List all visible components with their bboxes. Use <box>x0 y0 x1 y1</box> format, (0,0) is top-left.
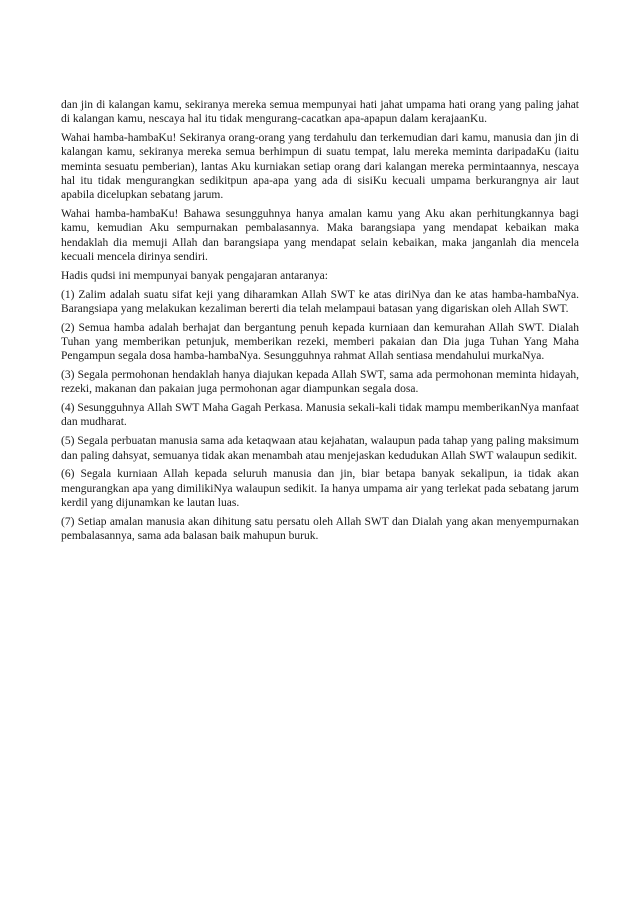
lesson-item-4: (4) Sesungguhnya Allah SWT Maha Gagah Perkasa. Manusia sekali-kali tidak mampu memberikanNya manfaat dan mudharat. <box>61 402 579 429</box>
paragraph-lessons-intro: Hadis qudsi ini mempunyai banyak pengajaran antaranya: <box>61 269 328 282</box>
lesson-item-2: (2) Semua hamba adalah berhajat dan bergantung penuh kepada kurniaan dan kemurahan Allah SWT. Dialah Tuhan yang memberikan petunjuk, memberikan rezeki, memberi pakaian dan Dia juga Tuhan Yang Maha Pengampun segala dosa hamba-hambaNya. Sesungguhnya rahmat Allah sentiasa mendahului murkaNya. <box>61 321 579 363</box>
lesson-item-7: (7) Setiap amalan manusia akan dihitung satu persatu oleh Allah SWT dan Dialah yang akan menyempurnakan pembalasannya, sama ada balasan baik mahupun buruk. <box>61 515 579 543</box>
lesson-item-1: (1) Zalim adalah suatu sifat keji yang diharamkan Allah SWT ke atas diriNya dan ke atas hamba-hambaNya. Barangsiapa yang melakukan kezaliman bererti dia telah melampaui batasan yang digariskan oleh Allah SWT. <box>61 288 579 315</box>
lesson-item-5: (5) Segala perbuatan manusia sama ada ketaqwaan atau kejahatan, walaupun pada tahap yang paling maksimum dan paling dahsyat, semuanya tidak akan menambah atau menjejaskan kedudukan Allah SWT walaupun sedikit. <box>61 435 579 462</box>
paragraph-wahai-2: Wahai hamba-hambaKu! Bahawa sesungguhnya hanya amalan kamu yang Aku akan perhitungkannya bagi kamu, kemudian Aku sempurnakan pembalasannya. Maka barangsiapa yang mendapat kebaikan maka hendaklah dia memuji Allah dan barangsiapa yang mendapat selain kebaikan, maka janganlah dia mencela kecuali mencela dirinya sendiri. <box>61 208 579 263</box>
lesson-item-3: (3) Segala permohonan hendaklah hanya diajukan kepada Allah SWT, sama ada permohonan meminta hidayah, rezeki, makanan dan pakaian juga permohonan agar diampunkan segala dosa. <box>61 369 579 396</box>
document-body <box>61 98 579 548</box>
paragraph-continuation: dan jin di kalangan kamu, sekiranya mereka semua mempunyai hati jahat umpama hati orang yang paling jahat di kalangan kamu, nescaya hal itu tidak mengurang-cacatkan apa-apapun dalam kerajaanKu. <box>61 99 579 126</box>
lesson-item-6: (6) Segala kurniaan Allah kepada seluruh manusia dan jin, biar betapa banyak sekalipun, ia tidak akan mengurangkan apa yang dimilikiNya walaupun sedikit. Ia hanya umpama air yang terlekat pada sebatang jarum kerdil yang dijunamkan ke lautan luas. <box>61 468 579 509</box>
paragraph-wahai-1: Wahai hamba-hambaKu! Sekiranya orang-orang yang terdahulu dan terkemudian dari kamu, manusia dan jin di kalangan kamu, sekiranya mereka semua berhimpun di suatu tempat, lalu mereka meminta daripadaKu (iaitu meminta sesuatu pemberian), lantas Aku kurniakan setiap orang dari kalangan mereka permintaannya, nescaya hal itu tidak mengurangkan sedikitpun apa-apa yang ada di sisiKu kecuali umpama berkurangnya air laut apabila dicelupkan sebatang jarum. <box>61 132 579 202</box>
